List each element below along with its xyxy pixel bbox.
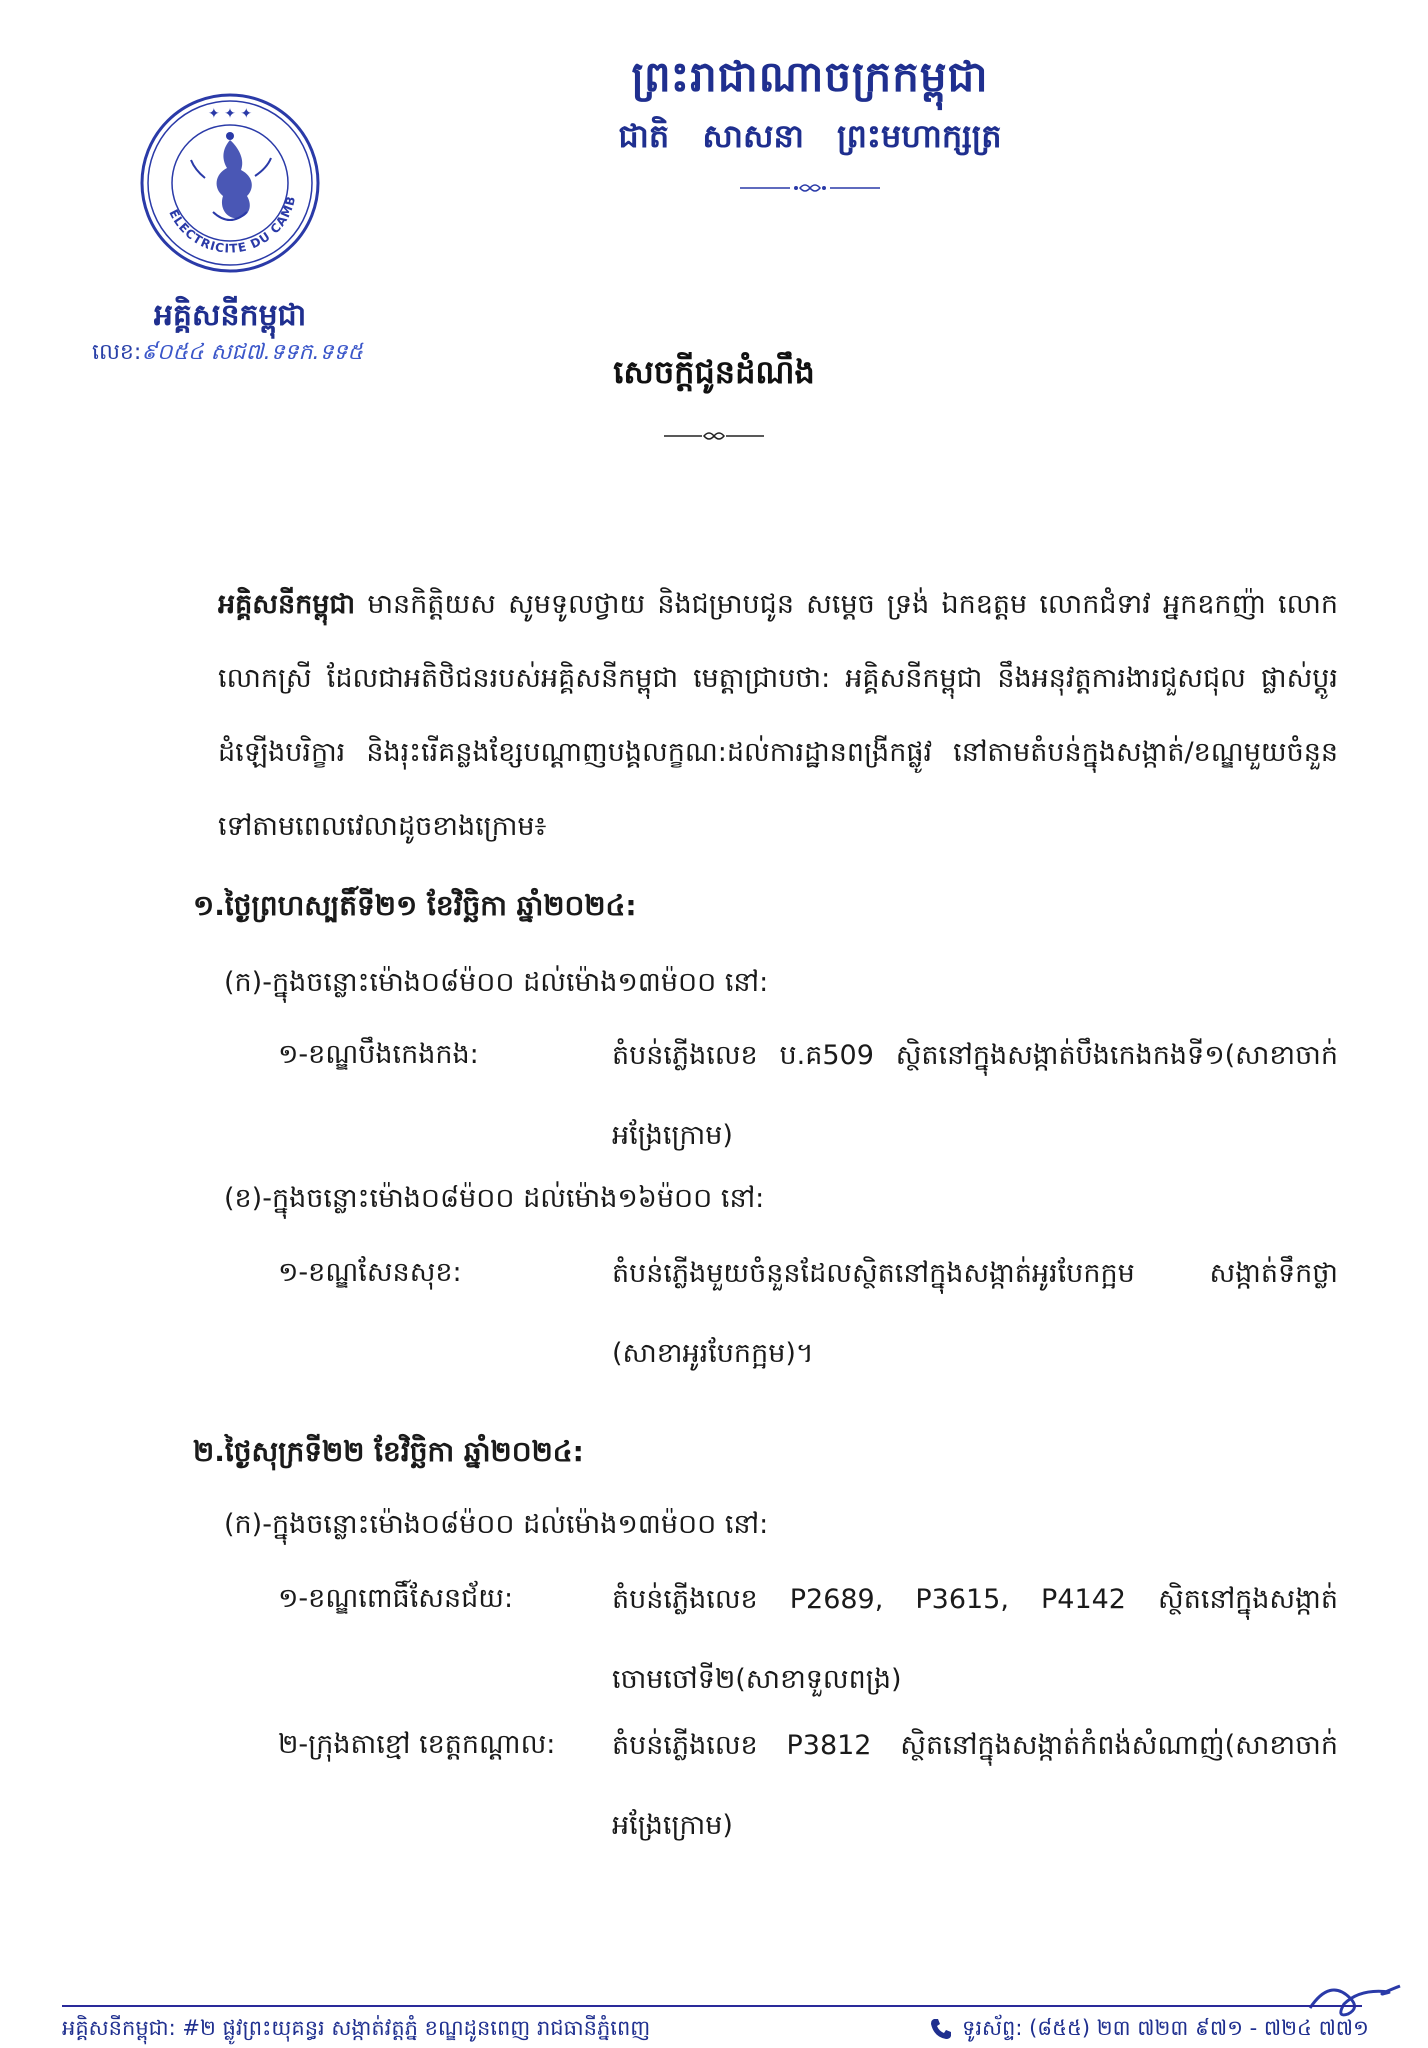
notice-title: សេចក្តីជូនដំណឹង: [613, 353, 815, 391]
location-row: [278, 1038, 1338, 1158]
intro-lead: អគ្គិសនីកម្ពុជា: [218, 589, 356, 620]
location-detail: តំបន់ភ្លើងលេខ P3812 ស្ថិតនៅក្នុងសង្កាត់កំពង់សំណាញ់(សាខាចាក់អង្រែក្រោម): [612, 1730, 1338, 1841]
day-heading-2: ២.ថ្ងៃសុក្រទី២២ ខែវិច្ឆិកា ឆ្នាំ២០២៤:: [193, 1435, 584, 1468]
location-name: ១-ខណ្ឌពោធិ៍សែនជ័យ:: [278, 1583, 514, 1614]
location-name: ១-ខណ្ឌសែនសុខ:: [278, 1257, 462, 1288]
intro-paragraph: [218, 568, 1338, 864]
svg-text:✦ ✦ ✦: ✦ ✦ ✦: [207, 106, 253, 122]
intro-text: មានកិត្តិយស សូមទូលថ្វាយ និងជម្រាបជូន សម្តេច ទ្រង់ ឯកឧត្តម លោកជំទាវ អ្នកឧកញ៉ា លោក លោកស្រី ដែលជាអតិថិជនរបស់អគ្គិសនីកម្ពុជា មេត្តាជ្រាបថា: អគ្គិសនីកម្ពុជា នឹងអនុវត្តការងារជួសជុល ផ្លាស់ប្តូរដំឡើងបរិក្ខារ និងរុះរើគន្លងខ្សែបណ្តាញបង្គលក្ខណ:ដល់ការដ្ឋានពង្រីកផ្លូវ នៅតាមតំបន់ក្នុងសង្កាត់/ខណ្ឌមួយចំនួនទៅតាមពេលវេលាដូចខាងក្រោម៖: [218, 589, 1338, 842]
reference-prefix: លេខ:: [92, 340, 142, 365]
footer-contact: [928, 2015, 1369, 2046]
location-detail: តំបន់ភ្លើងមួយចំនួនដែលស្ថិតនៅក្នុងសង្កាត់អូរបែកក្អម សង្កាត់ទឹកថ្លា (សាខាអូរបែកក្អម)។: [612, 1258, 1338, 1369]
kingdom-title: ព្រះរាជាណាចក្រកម្ពុជា: [631, 52, 989, 101]
location-name: ២-ក្រុងតាខ្មៅ ខេត្តកណ្តាល:: [278, 1729, 556, 1760]
footer-rule: [62, 2005, 1362, 2007]
location-row: [278, 1582, 1338, 1702]
logo-block: [130, 88, 330, 340]
period-1b: (ខ)-ក្នុងចន្លោះម៉ោង០៨ម៉០០ ដល់ម៉ោង១៦ម៉០០ នៅ:: [224, 1183, 765, 1214]
header-ornament-icon: [740, 181, 880, 195]
location-detail: តំបន់ភ្លើងលេខ P2689, P3615, P4142 ស្ថិតនៅក្នុងសង្កាត់ចោមចៅទី២(សាខាទួលពង្រ): [612, 1584, 1338, 1695]
footer-phone: ទូរស័ព្ទ: (៨៥៥) ២៣ ៧២៣ ៩៧១ - ៧២៤ ៧៧១: [962, 2016, 1369, 2040]
location-row: [278, 1728, 1338, 1848]
org-name: អគ្គិសនីកម្ពុជា: [153, 298, 307, 333]
reference-value: ៩០៥៤ សជ៧.ទទក.ទទ៥: [141, 340, 363, 365]
location-detail: តំបន់ភ្លើងលេខ ប.គ509 ស្ថិតនៅក្នុងសង្កាត់បឹងកេងកងទី១(សាខាចាក់អង្រែក្រោម): [612, 1040, 1338, 1151]
location-name: ១-ខណ្ឌបឹងកេងកង:: [278, 1039, 479, 1070]
reference-number: [92, 338, 363, 370]
svg-text:ELECTRICITE DU CAMBODGE: ELECTRICITE DU CAMB: [166, 194, 299, 256]
period-1a: (ក)-ក្នុងចន្លោះម៉ោង០៨ម៉០០ ដល់ម៉ោង១៣ម៉០០ នៅ:: [224, 967, 769, 998]
day-heading-1: ១.ថ្ងៃព្រហស្បតិ៍ទី២១ ខែវិច្ឆិកា ឆ្នាំ២០២៤:: [193, 889, 637, 922]
edc-seal-logo: [135, 88, 325, 278]
period-2a: (ក)-ក្នុងចន្លោះម៉ោង០៨ម៉០០ ដល់ម៉ោង១៣ម៉០០ នៅ:: [224, 1509, 769, 1540]
phone-icon: [928, 2016, 954, 2042]
footer-address: អគ្គិសនីកម្ពុជា: #២ ផ្លូវព្រះយុគន្ធរ សង្កាត់វត្តភ្នំ ខណ្ឌដូនពេញ រាជធានីភ្នំពេញ: [62, 2016, 651, 2040]
location-row: [278, 1256, 1338, 1376]
title-ornament-icon: [664, 430, 764, 442]
kingdom-motto: ជាតិ សាសនា ព្រះមហាក្សត្រ: [618, 117, 1002, 155]
kingdom-header: [560, 50, 1060, 195]
